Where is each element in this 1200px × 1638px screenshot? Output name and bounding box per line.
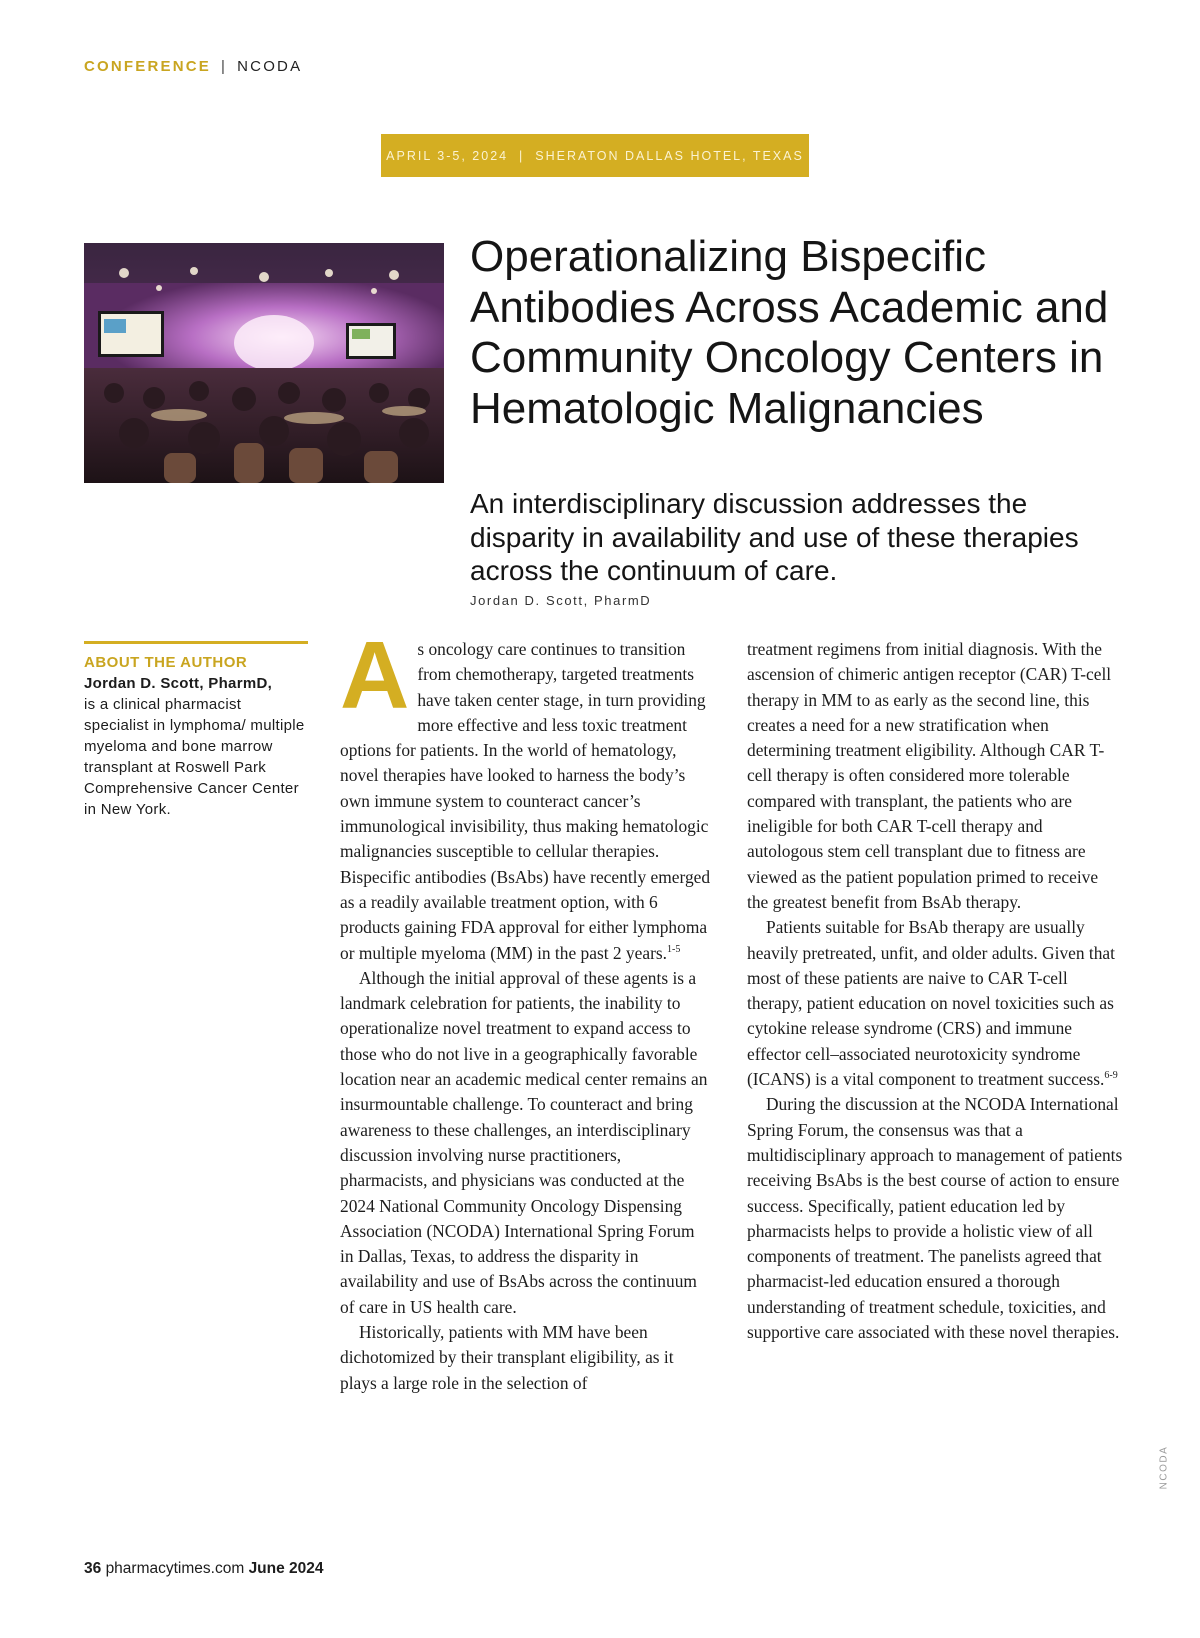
article-title: Operationalizing Bispecific Antibodies Across Academic and Community Oncology Centers in Hematologic Malignancies: [470, 232, 1109, 433]
side-label: [1152, 1445, 1192, 1490]
paragraph-1: [340, 622, 712, 966]
header-separator: |: [221, 58, 228, 75]
reference-6-9: 6-9: [1104, 1070, 1118, 1082]
author-bio: is a clinical pharmacist specialist in lymphoma/ multiple myeloma and bone marrow transplant at Roswell Park Comprehensive Cancer Center in New York.: [84, 696, 305, 818]
paragraph-3-start: Historically, patients with MM have been dichotomized by their transplant eligibility, as it plays a large role in the selection of: [340, 1322, 674, 1393]
about-author-heading: ABOUT THE AUTHOR: [84, 654, 248, 671]
article-subtitle: An interdisciplinary discussion addresses the disparity in availability and use of these therapies across the continuum of care.: [470, 488, 1079, 586]
paragraph-3-end: treatment regimens from initial diagnosis. With the ascension of chimeric antigen receptor (CAR) T-cell therapy in MM to as early as the second line, this creates a need for a new stratification when determining treatment eligibility. Although CAR T-cell therapy is often considered more tolerable compared with transplant, the patients who are ineligible for both CAR T-cell therapy and autologous stem cell transplant due to fitness are viewed as the patient population primed to receive the greatest benefit from BsAb therapy.: [747, 639, 1112, 912]
paragraph-4: [747, 915, 1123, 1092]
conference-photo: [84, 243, 444, 483]
paragraph-4-text: Patients suitable for BsAb therapy are usually heavily pretreated, unfit, and older adults. Given that most of these patients are naive to CAR T-cell therapy, patient education on novel toxicities such as cytokine release syndrome (CRS) and immune effector cell–associated neurotoxicity syndrome (ICANS) is a vital component to treatment success.: [747, 917, 1115, 1090]
page-footer: [84, 1560, 324, 1578]
about-author-box: [84, 641, 308, 820]
paragraph-5: During the discussion at the NCODA International Spring Forum, the consensus was that a multidisciplinary approach to management of patients receiving BsAbs is the best course of action to ensure success. Specifically, patient education led by pharmacists helps to provide a holistic view of all components of treatment. The panelists agreed that pharmacist-led education ensured a thorough understanding of treatment schedule, toxicities, and supportive care associated with these novel therapies.: [747, 1094, 1123, 1343]
page-number: 36: [84, 1560, 102, 1577]
byline: Jordan D. Scott, PharmD: [470, 593, 652, 608]
section-header: [84, 58, 302, 75]
section-label: CONFERENCE: [84, 58, 212, 75]
side-label-text: NCODA: [1158, 1445, 1170, 1490]
drop-cap: A: [340, 622, 410, 729]
date-location-banner: [381, 134, 809, 177]
footer-site: pharmacytimes.com: [105, 1560, 245, 1577]
body-column-1: [340, 622, 712, 1396]
footer-issue: June 2024: [248, 1560, 324, 1577]
author-name: Jordan D. Scott, PharmD,: [84, 675, 273, 692]
banner-text: APRIL 3-5, 2024 | SHERATON DALLAS HOTEL, TEXAS: [386, 148, 804, 163]
publication-label: NCODA: [237, 58, 303, 75]
paragraph-1-text: s oncology care continues to transition from chemotherapy, targeted treatments have taken center stage, in turn providing more effective and less toxic treatment options for patients. In the world of hematology, novel therapies have looked to harness the body’s own immune system to counteract cancer’s immunological invisibility, thus making hematologic malignancies susceptible to cellular therapies. Bispecific antibodies (BsAbs) have recently emerged as a readily available treatment option, with 6 products gaining FDA approval for either lymphoma or multiple myeloma (MM) in the past 2 years.: [340, 639, 711, 963]
paragraph-2: Although the initial approval of these agents is a landmark celebration for patients, the inability to operationalize novel treatment to expand access to those who do not live in a geographically favorable location near an academic medical center remains an insurmountable challenge. To counteract and bring awareness to these challenges, an interdisciplinary discussion involving nurse practitioners, pharmacists, and physicians was conducted at the 2024 National Community Oncology Dispensing Association (NCODA) International Spring Forum in Dallas, Texas, to address the disparity in availability and use of BsAbs across the continuum of care in US health care.: [340, 967, 708, 1317]
body-column-2: [747, 637, 1123, 1345]
reference-1-5: 1-5: [666, 943, 681, 955]
